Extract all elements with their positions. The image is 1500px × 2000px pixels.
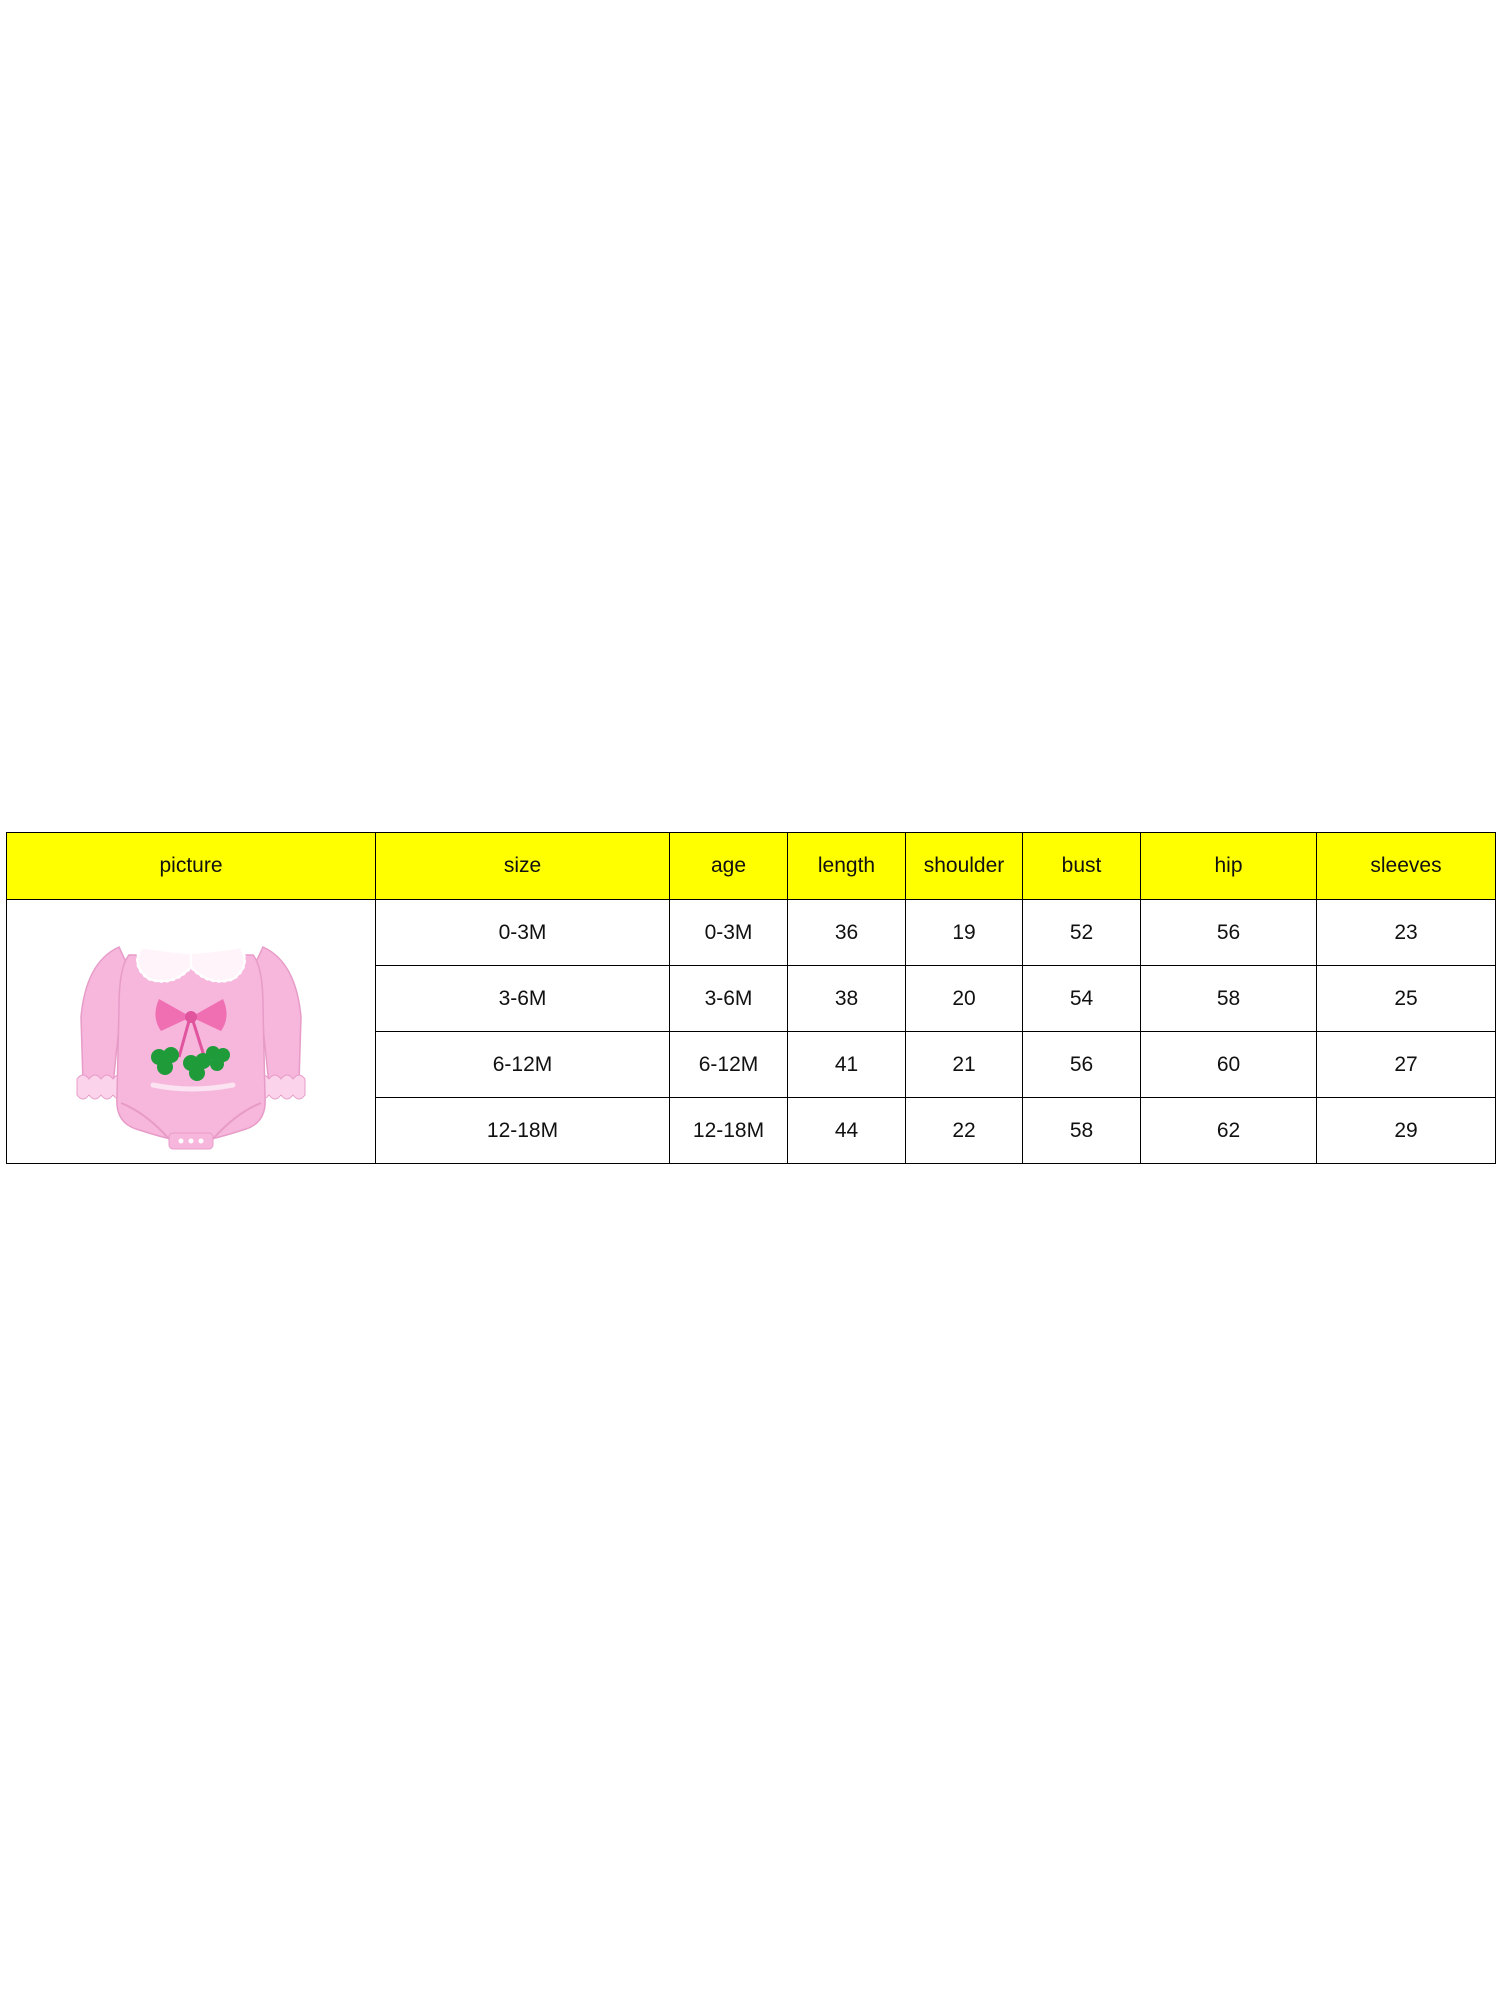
cell-sleeves: 27 <box>1317 1032 1496 1098</box>
cell-sleeves: 23 <box>1317 900 1496 966</box>
cell-sleeves: 25 <box>1317 966 1496 1032</box>
header-row <box>7 833 1496 900</box>
cell-size: 12-18M <box>376 1098 670 1164</box>
cell-bust: 56 <box>1023 1032 1141 1098</box>
cell-bust: 54 <box>1023 966 1141 1032</box>
cell-age: 3-6M <box>670 966 788 1032</box>
cell-age: 0-3M <box>670 900 788 966</box>
cell-size: 6-12M <box>376 1032 670 1098</box>
header-sleeves: sleeves <box>1317 833 1496 900</box>
cell-bust: 52 <box>1023 900 1141 966</box>
cell-shoulder: 20 <box>906 966 1023 1032</box>
cell-length: 44 <box>788 1098 906 1164</box>
cell-age: 12-18M <box>670 1098 788 1164</box>
header-size: size <box>376 833 670 900</box>
size-chart-table <box>6 832 1496 1164</box>
header-age: age <box>670 833 788 900</box>
cell-hip: 62 <box>1141 1098 1317 1164</box>
table-row <box>7 900 1496 966</box>
cell-length: 36 <box>788 900 906 966</box>
cell-shoulder: 21 <box>906 1032 1023 1098</box>
cell-bust: 58 <box>1023 1098 1141 1164</box>
cell-age: 6-12M <box>670 1032 788 1098</box>
cell-size: 0-3M <box>376 900 670 966</box>
cell-hip: 56 <box>1141 900 1317 966</box>
cell-sleeves: 29 <box>1317 1098 1496 1164</box>
header-picture: picture <box>7 833 376 900</box>
header-shoulder: shoulder <box>906 833 1023 900</box>
cell-hip: 58 <box>1141 966 1317 1032</box>
header-hip: hip <box>1141 833 1317 900</box>
header-length: length <box>788 833 906 900</box>
cell-shoulder: 19 <box>906 900 1023 966</box>
picture-cell <box>7 900 376 1164</box>
cell-size: 3-6M <box>376 966 670 1032</box>
pink-romper-icon <box>41 907 341 1157</box>
cell-shoulder: 22 <box>906 1098 1023 1164</box>
cell-hip: 60 <box>1141 1032 1317 1098</box>
header-bust: bust <box>1023 833 1141 900</box>
cell-length: 41 <box>788 1032 906 1098</box>
cell-length: 38 <box>788 966 906 1032</box>
